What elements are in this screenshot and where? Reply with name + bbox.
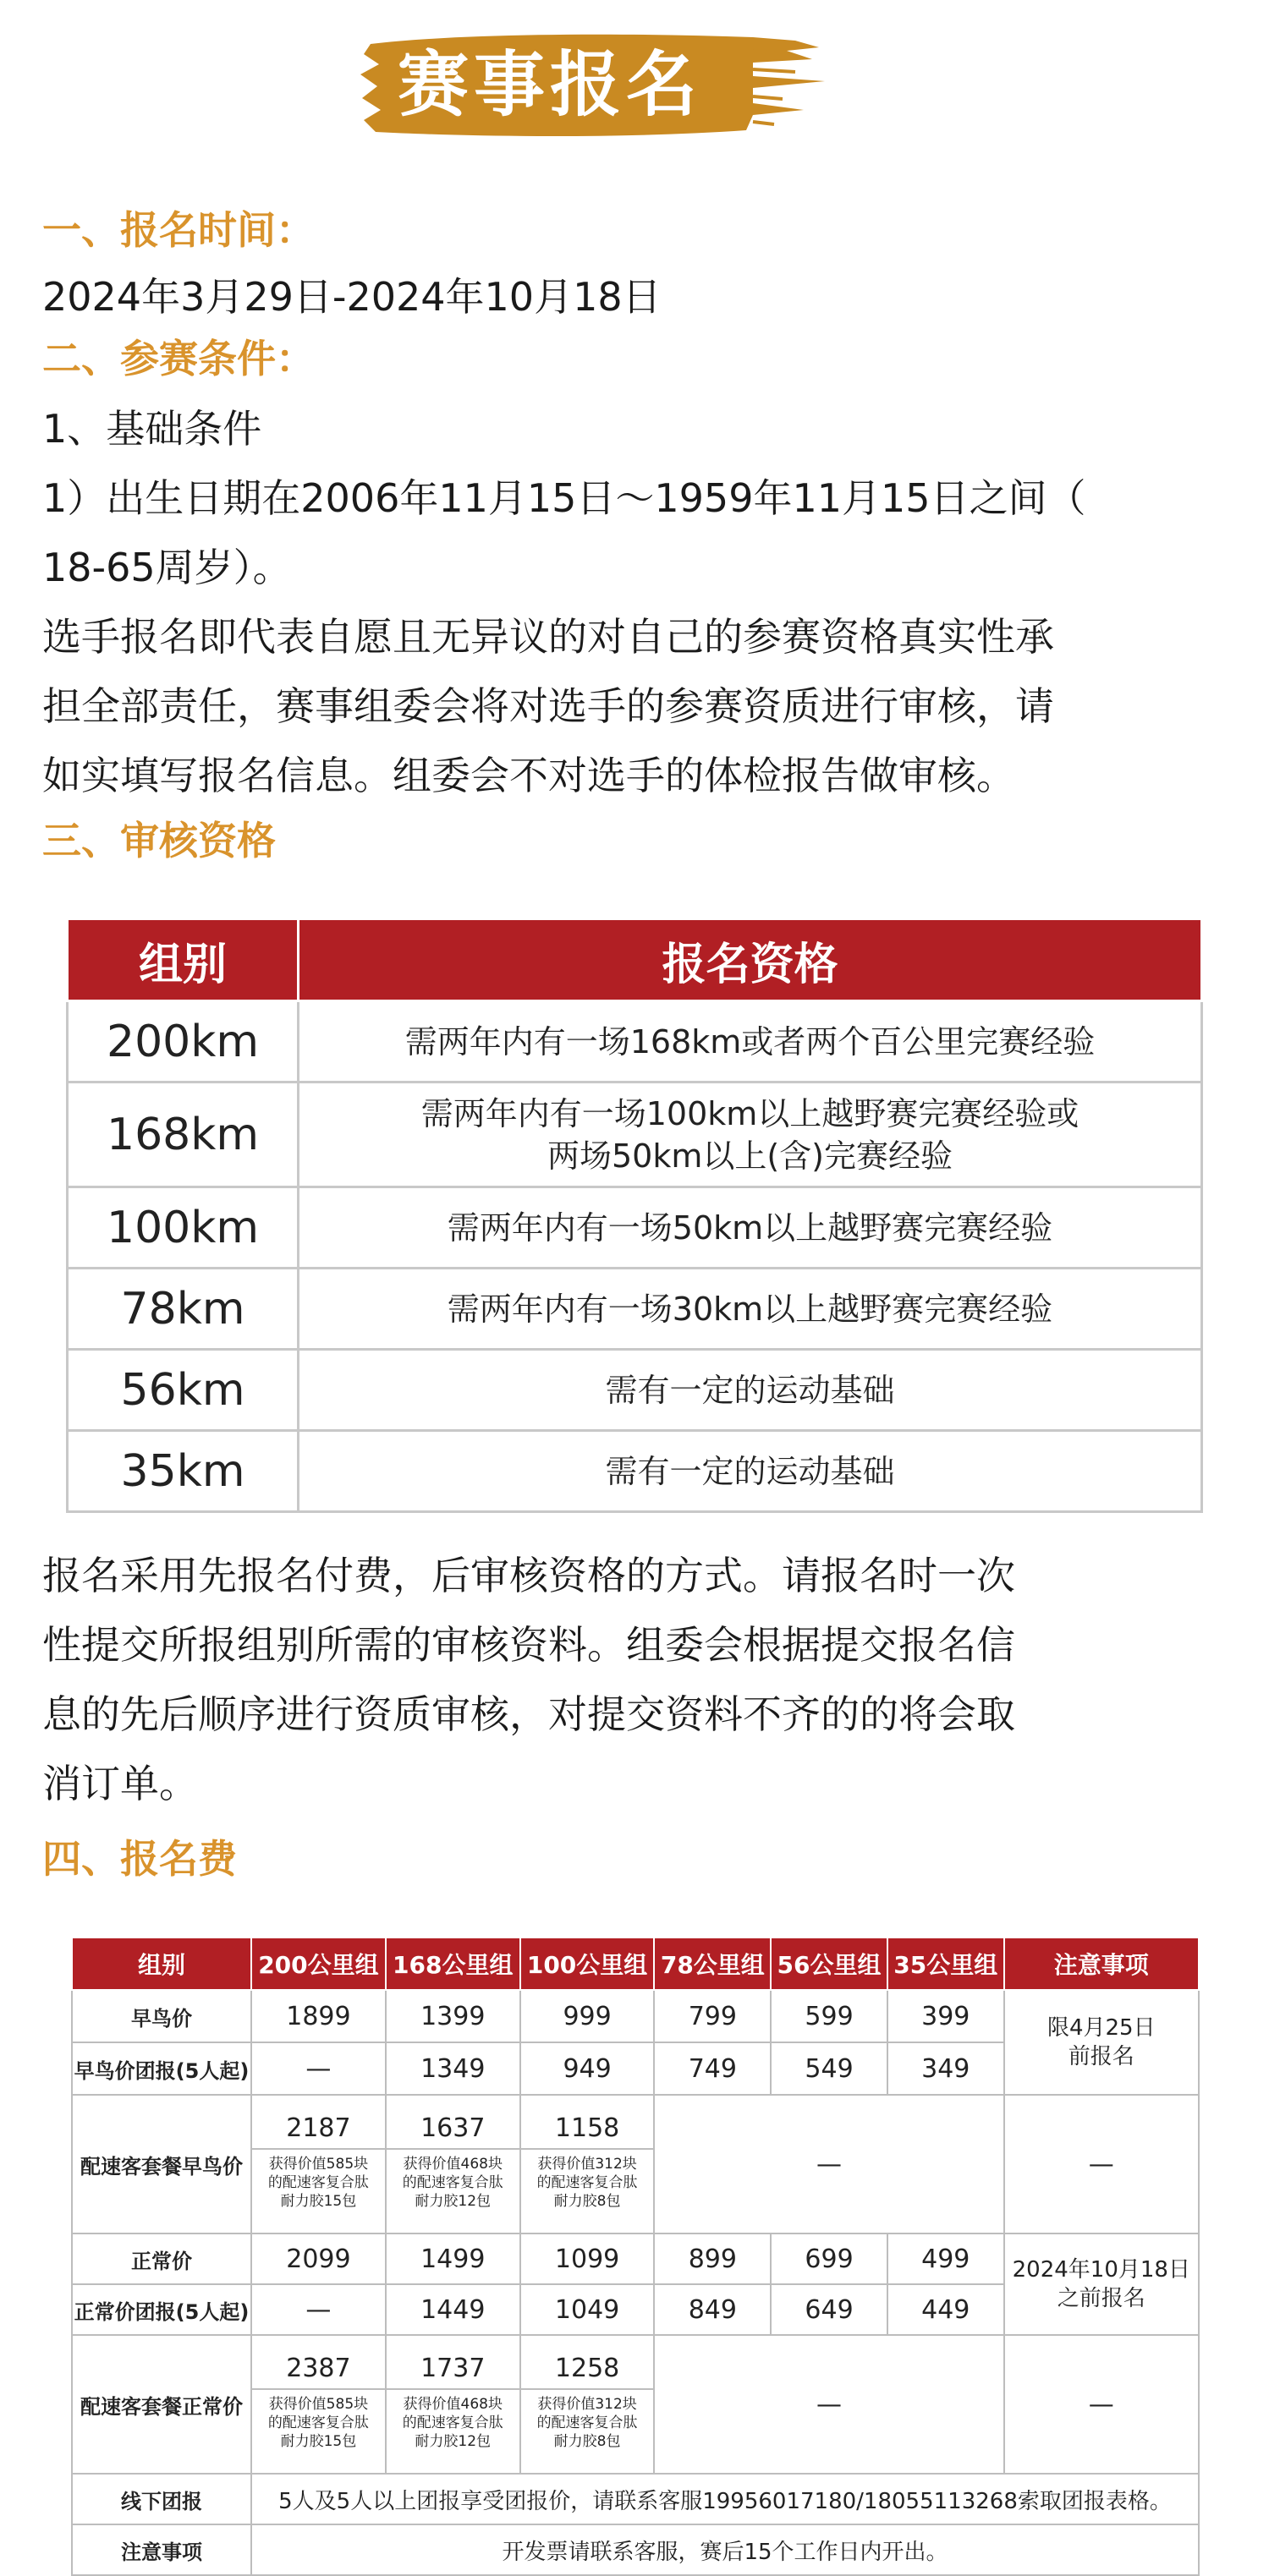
header-group: 组别 [68, 919, 299, 1001]
text-line: 性提交所报组别所需的审核资料。组委会根据提交报名信 [42, 1622, 1015, 1668]
price-cell: 949 [520, 2042, 655, 2095]
price-cell: — [251, 2042, 386, 2095]
text-line: 担全部责任，赛事组委会将对选手的参赛资质进行审核，请 [42, 683, 1054, 729]
note-cell [1004, 2233, 1199, 2335]
price-cell: 799 [654, 1990, 771, 2042]
empty-cell: — [654, 2095, 1003, 2233]
section-heading-fee: 四、报名费 [42, 1836, 237, 1882]
requirement-cell: 需有一定的运动基础 [299, 1350, 1202, 1431]
table-row [72, 2524, 1199, 2575]
fee-table [71, 1937, 1200, 2576]
price-cell: 849 [654, 2284, 771, 2335]
gift-line: 获得价值585块 [268, 2156, 369, 2173]
gift-cell [386, 2149, 520, 2233]
text-line: 2024年3月29日-2024年10月18日 [42, 274, 662, 320]
note-line: 限4月25日 [1047, 2015, 1156, 2041]
empty-cell: — [654, 2335, 1003, 2474]
requirement-cell: 需两年内有一场50km以上越野赛完赛经验 [299, 1187, 1202, 1269]
group-cell: 200km [68, 1001, 299, 1082]
requirement-cell: 需两年内有一场168km或者两个百公里完赛经验 [299, 1001, 1202, 1082]
text-line: 如实填写报名信息。组委会不对选手的体检报告做审核。 [42, 753, 1015, 798]
table-row [72, 2233, 1199, 2284]
text-line: 1）出生日期在2006年11月15日～1959年11月15日之间（ [42, 475, 1086, 521]
table-header-row [72, 1937, 1199, 1990]
price-cell: 2099 [251, 2233, 386, 2284]
row-label: 配速客套餐正常价 [72, 2335, 251, 2474]
row-label: 配速客套餐早鸟价 [72, 2095, 251, 2233]
note-cell: — [1004, 2335, 1199, 2474]
price-cell: 1258 [520, 2335, 655, 2389]
table-row [72, 1990, 1199, 2042]
price-cell: 1899 [251, 1990, 386, 2042]
table-row [68, 1082, 1202, 1187]
table-row [68, 1431, 1202, 1512]
price-cell: 1399 [386, 1990, 520, 2042]
price-cell: 1158 [520, 2095, 655, 2149]
qualification-table [66, 918, 1203, 1513]
price-cell: 1349 [386, 2042, 520, 2095]
requirement-line: 需两年内有一场100km以上越野赛完赛经验或 [420, 1094, 1079, 1132]
header-cell: 100公里组 [520, 1937, 655, 1990]
requirement-cell: 需两年内有一场30km以上越野赛完赛经验 [299, 1269, 1202, 1350]
table-row [72, 2335, 1199, 2389]
table-row [68, 1269, 1202, 1350]
section-heading-qualification: 三、审核资格 [42, 818, 276, 863]
table-row [72, 2474, 1199, 2524]
price-cell: 549 [771, 2042, 887, 2095]
text-line: 18-65周岁）。 [42, 545, 292, 590]
text-line: 选手报名即代表自愿且无异议的对自己的参赛资格真实性承 [42, 614, 1054, 660]
price-cell: 1737 [386, 2335, 520, 2389]
price-cell: — [251, 2284, 386, 2335]
price-cell: 399 [887, 1990, 1004, 2042]
table-row [72, 2095, 1199, 2149]
table-row [68, 1001, 1202, 1082]
row-label: 早鸟价团报(5人起) [72, 2042, 251, 2095]
group-cell: 100km [68, 1187, 299, 1269]
note-line: 之前报名 [1057, 2286, 1145, 2311]
row-label: 线下团报 [72, 2474, 251, 2524]
text-line: 报名采用先报名付费，后审核资格的方式。请报名时一次 [42, 1553, 1015, 1598]
row-label: 正常价团报(5人起) [72, 2284, 251, 2335]
price-cell: 1099 [520, 2233, 655, 2284]
registration-time-text [42, 262, 1244, 332]
gift-line: 获得价值312块 [537, 2396, 637, 2413]
price-cell: 1049 [520, 2284, 655, 2335]
note-cell [1004, 1990, 1199, 2095]
gift-line: 耐力胶15包 [280, 2433, 357, 2450]
price-cell: 2187 [251, 2095, 386, 2149]
gift-line: 耐力胶12包 [415, 2193, 492, 2210]
price-cell: 899 [654, 2233, 771, 2284]
price-cell: 699 [771, 2233, 887, 2284]
gift-line: 耐力胶15包 [280, 2193, 357, 2210]
gift-line: 获得价值468块 [403, 2156, 503, 2173]
gift-line: 的配速客复合肽 [402, 2174, 503, 2191]
group-cell: 78km [68, 1269, 299, 1350]
gift-line: 获得价值468块 [403, 2396, 503, 2413]
row-label: 注意事项 [72, 2524, 251, 2575]
gift-line: 的配速客复合肽 [536, 2174, 638, 2191]
price-cell: 2387 [251, 2335, 386, 2389]
section-heading-conditions: 二、参赛条件： [42, 336, 315, 381]
price-cell: 1499 [386, 2233, 520, 2284]
price-cell: 999 [520, 1990, 655, 2042]
price-cell: 599 [771, 1990, 887, 2042]
offline-group-text: 5人及5人以上团报享受团报价，请联系客服19956017180/18055113268索取团报表格。 [251, 2474, 1199, 2524]
price-cell: 749 [654, 2042, 771, 2095]
price-cell: 1637 [386, 2095, 520, 2149]
header-cell: 168公里组 [386, 1937, 520, 1990]
text-line: 消订单。 [42, 1761, 198, 1806]
section-heading-registration-time: 一、报名时间： [42, 207, 315, 253]
review-method-text [42, 1541, 1244, 1818]
gift-line: 的配速客复合肽 [267, 2414, 369, 2431]
requirement-cell: 需有一定的运动基础 [299, 1431, 1202, 1512]
gift-line: 的配速客复合肽 [402, 2414, 503, 2431]
group-cell: 56km [68, 1350, 299, 1431]
table-header-row [68, 919, 1202, 1001]
gift-line: 获得价值312块 [537, 2156, 637, 2173]
requirement-line: 两场50km以上(含)完赛经验 [547, 1137, 953, 1175]
header-cell: 200公里组 [251, 1937, 386, 1990]
gift-cell [251, 2149, 386, 2233]
title-banner [355, 25, 829, 144]
gift-cell [386, 2389, 520, 2474]
price-cell: 649 [771, 2284, 887, 2335]
gift-cell [520, 2149, 655, 2233]
row-label: 正常价 [72, 2233, 251, 2284]
requirement-cell [299, 1082, 1202, 1187]
note-line: 前报名 [1068, 2044, 1134, 2069]
header-cell: 56公里组 [771, 1937, 887, 1990]
price-cell: 349 [887, 2042, 1004, 2095]
text-line: 息的先后顺序进行资质审核，对提交资料不齐的的将会取 [42, 1691, 1015, 1737]
gift-line: 的配速客复合肽 [536, 2414, 638, 2431]
header-cell: 78公里组 [654, 1937, 771, 1990]
price-cell: 499 [887, 2233, 1004, 2284]
gift-line: 耐力胶8包 [553, 2433, 621, 2450]
header-cell: 组别 [72, 1937, 251, 1990]
header-cell: 注意事项 [1004, 1937, 1199, 1990]
price-cell: 449 [887, 2284, 1004, 2335]
gift-line: 获得价值585块 [268, 2396, 369, 2413]
gift-cell [251, 2389, 386, 2474]
price-cell: 1449 [386, 2284, 520, 2335]
invoice-notice-text: 开发票请联系客服，赛后15个工作日内开出。 [251, 2524, 1199, 2575]
row-label: 早鸟价 [72, 1990, 251, 2042]
group-cell: 35km [68, 1431, 299, 1512]
header-requirement: 报名资格 [299, 919, 1202, 1001]
gift-cell [520, 2389, 655, 2474]
conditions-text [42, 394, 1244, 810]
table-row [68, 1350, 1202, 1431]
group-cell: 168km [68, 1082, 299, 1187]
page-title: 赛事报名 [397, 42, 702, 126]
text-line: 1、基础条件 [42, 406, 262, 452]
gift-line: 耐力胶12包 [415, 2433, 492, 2450]
note-cell: — [1004, 2095, 1199, 2233]
table-row [68, 1187, 1202, 1269]
gift-line: 耐力胶8包 [553, 2193, 621, 2210]
gift-line: 的配速客复合肽 [267, 2174, 369, 2191]
note-line: 2024年10月18日 [1012, 2257, 1190, 2283]
header-cell: 35公里组 [887, 1937, 1004, 1990]
